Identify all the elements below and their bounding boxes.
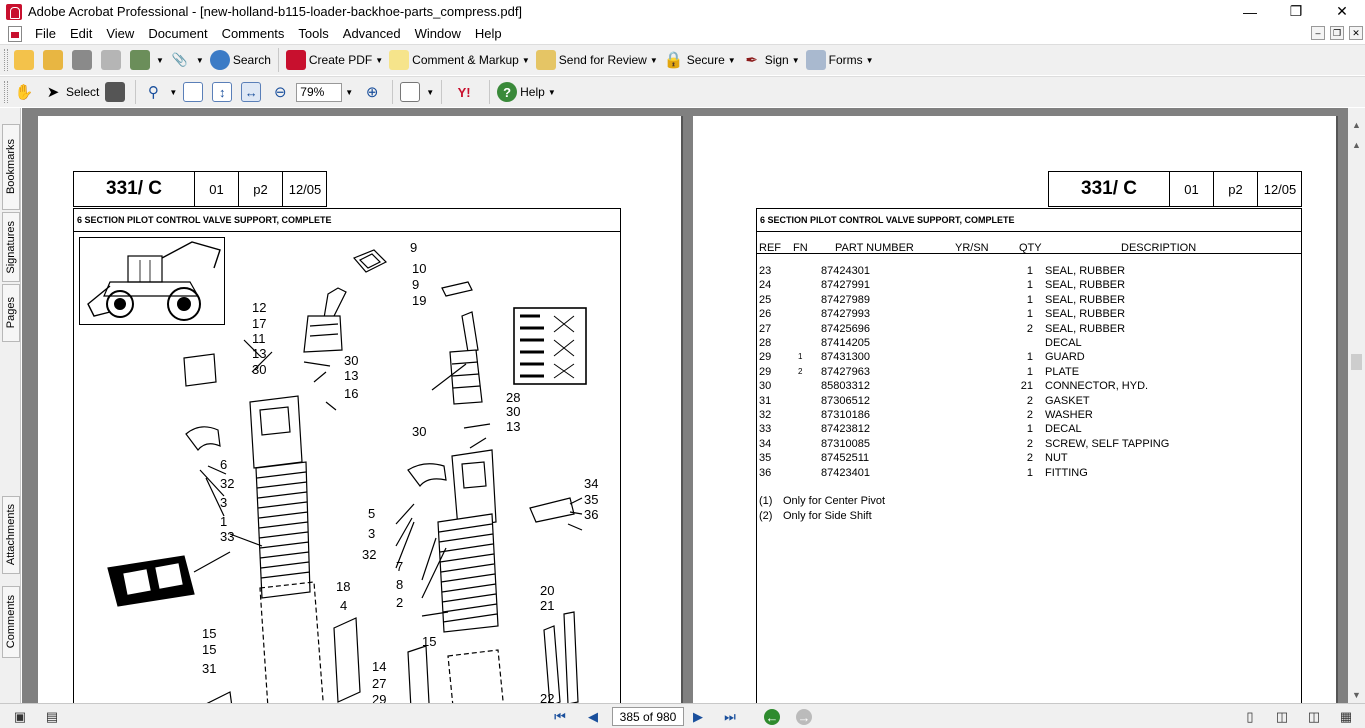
zoom-input[interactable] [296, 83, 342, 102]
menu-view[interactable]: View [106, 26, 135, 41]
next-page-button[interactable]: ▶ [693, 709, 703, 724]
tab-attachments-label: Attachments [5, 504, 17, 566]
cell-qty: 2 [1026, 394, 1033, 407]
footnote-text: Only for Center Pivot [783, 495, 886, 507]
callout-label: 6 [220, 457, 228, 472]
cell-part-number: 87414205 [821, 337, 870, 349]
footnote-text: Only for Side Shift [783, 510, 872, 522]
callout-label: 3 [368, 526, 376, 541]
cell-qty: 21 [1020, 380, 1033, 393]
menu-tools[interactable]: Tools [298, 26, 329, 41]
cell-part-number: 87423401 [821, 466, 870, 479]
zoom-out-button[interactable] [267, 80, 296, 104]
chevron-down-icon: ▼ [426, 87, 435, 97]
menu-comments[interactable]: Comments [221, 26, 285, 41]
cell-description: NUT [1045, 452, 1068, 465]
scrollbar-thumb[interactable] [1351, 354, 1362, 370]
parts-drawing [73, 231, 621, 703]
cell-qty: 1 [1026, 423, 1033, 436]
menu-advanced[interactable]: Advanced [342, 26, 401, 41]
toolbar-separator [392, 80, 393, 104]
cell-ref: 29 [759, 365, 772, 378]
go-forward-button[interactable]: → [797, 709, 811, 725]
cell-part-number: 87306512 [821, 394, 870, 407]
cell-qty [1011, 336, 1033, 350]
callout-label: 8 [396, 577, 404, 592]
lock-icon: 🔒 [663, 52, 684, 69]
fit-page-icon: ↕ [212, 82, 232, 102]
create-pdf-icon [286, 50, 306, 70]
save-icon [72, 50, 92, 70]
cell-ref: 34 [759, 437, 772, 450]
help-label: Help [520, 85, 545, 99]
callout-label: 31 [202, 661, 217, 676]
header-sub: 01 [1170, 172, 1214, 206]
organizer-button[interactable] [40, 48, 69, 72]
go-back-button[interactable]: ← [765, 709, 779, 725]
page-layout-icon[interactable]: ▣ [13, 709, 27, 724]
column-ref: REF [759, 242, 781, 254]
cell-description: WASHER [1045, 409, 1093, 421]
menu-bar [0, 23, 1365, 44]
callout-label: 13 [252, 346, 267, 361]
tab-comments-label: Comments [5, 595, 17, 649]
column-description: DESCRIPTION [1121, 242, 1197, 254]
select-label: Select [66, 85, 100, 99]
printer-icon [101, 50, 121, 70]
cell-part-number: 87424301 [821, 265, 870, 277]
help-icon: ? [497, 82, 517, 102]
open-button[interactable] [11, 48, 40, 72]
actual-size-button[interactable] [180, 80, 209, 104]
cell-ref: 33 [759, 423, 772, 436]
toolbar-separator [489, 80, 490, 104]
options-icon[interactable]: ▤ [45, 709, 59, 724]
cursor-icon: ➤ [46, 84, 60, 101]
cell-ref: 35 [759, 452, 772, 465]
cell-description: PLATE [1045, 365, 1080, 378]
zoom-in-button[interactable] [359, 80, 388, 104]
cell-qty: 1 [1026, 279, 1033, 292]
attach-button[interactable] [167, 48, 207, 72]
cell-part-number: 87427991 [821, 279, 870, 292]
comment-icon [389, 50, 409, 70]
cell-description: SEAL, RUBBER [1045, 265, 1126, 277]
callout-label: 7 [396, 559, 404, 574]
window-title: Adobe Acrobat Professional - [new-holland-b115-loader-backhoe-parts_compress.pdf] [28, 4, 523, 19]
restore-button[interactable]: ❐ [1289, 3, 1303, 19]
cell-description: SCREW, SELF TAPPING [1045, 437, 1170, 450]
toolbar-grip[interactable] [4, 81, 8, 103]
cell-qty: 1 [1026, 293, 1033, 306]
last-page-button[interactable]: ⏭ [724, 709, 736, 724]
chevron-down-icon: ▼ [375, 55, 384, 65]
cell-qty: 1 [1026, 466, 1033, 479]
hand-icon: ✋ [14, 84, 34, 101]
forms-icon [806, 50, 826, 70]
print-button[interactable] [98, 48, 127, 72]
header-group: 331/ C [74, 172, 195, 206]
secure-label: Secure [686, 53, 725, 67]
fit-width-icon: ↔ [241, 82, 261, 102]
save-button[interactable] [69, 48, 98, 72]
chevron-down-icon: ▼ [649, 55, 658, 65]
callout-label: 22 [540, 691, 555, 703]
previous-page-button[interactable]: ◀ [588, 709, 598, 724]
tab-attachments[interactable] [2, 496, 20, 574]
secure-button[interactable] [661, 48, 739, 72]
callout-label: 36 [584, 507, 599, 522]
callout-label: 33 [220, 529, 235, 544]
callout-label: 21 [540, 598, 555, 613]
tab-pages[interactable] [2, 284, 20, 342]
doc-minimize-button[interactable]: – [1311, 26, 1325, 40]
facing-view-icon[interactable]: ◫ [1307, 709, 1321, 724]
callout-label: 30 [412, 424, 427, 439]
cell-qty: 1 [1026, 265, 1033, 277]
callout-label: 29 [372, 692, 387, 703]
left-bellows [256, 462, 310, 598]
menu-window[interactable]: Window [414, 26, 461, 41]
page-header [73, 171, 327, 207]
column-fn: FN [793, 242, 808, 254]
callout-label: 9 [412, 277, 420, 292]
minimize-button[interactable]: — [1243, 3, 1257, 20]
header-date: 12/05 [288, 181, 322, 197]
paperclip-icon: 📎 [171, 52, 189, 67]
title-bar [0, 0, 1365, 23]
snapshot-button[interactable] [102, 80, 131, 104]
cell-ref: 29 [759, 351, 772, 364]
column-qty: QTY [1019, 242, 1042, 254]
header-page: p2 [1214, 172, 1258, 206]
zoom-tool-button[interactable] [140, 80, 180, 104]
hand-tool-button[interactable] [11, 80, 40, 104]
callout-label: 19 [412, 293, 427, 308]
section-title: 6 SECTION PILOT CONTROL VALVE SUPPORT, COMPLETE [756, 208, 1302, 232]
toolbar-separator [278, 48, 279, 72]
toolbar-separator [135, 80, 136, 104]
cell-qty: 2 [1026, 437, 1033, 450]
callout-label: 9 [410, 240, 418, 255]
menu-document[interactable]: Document [148, 26, 208, 41]
callout-label: 18 [336, 579, 351, 594]
callout-label: 14 [372, 659, 387, 674]
chevron-down-icon: ▼ [156, 55, 164, 65]
comment-markup-label: Comment & Markup [412, 53, 519, 67]
callout-label: 16 [344, 386, 359, 401]
callout-label: 12 [252, 300, 267, 315]
exploded-view-illustration [74, 232, 622, 703]
email-icon [130, 50, 150, 70]
header-date: 12/05 [1263, 181, 1297, 197]
cell-ref: 36 [759, 466, 772, 479]
cell-description: CONNECTOR, HYD. [1045, 380, 1149, 393]
cell-qty: 1 [1026, 308, 1033, 321]
cell-qty: 1 [1026, 351, 1033, 364]
scroll-down-icon[interactable]: ▼ [1352, 690, 1361, 700]
column-yr-sn: YR/SN [955, 242, 989, 254]
chevron-down-icon: ▼ [195, 55, 204, 65]
vertical-scrollbar[interactable] [1348, 108, 1365, 703]
callout-label: 17 [252, 316, 267, 331]
cell-ref: 28 [759, 337, 772, 349]
cell-description: DECAL [1045, 423, 1082, 436]
first-page-button[interactable]: ⏮ [554, 709, 566, 724]
navigation-panel [0, 108, 21, 703]
send-review-label: Send for Review [558, 53, 647, 67]
cell-description: DECAL [1045, 337, 1082, 349]
single-page-view-icon[interactable]: ▯ [1246, 709, 1254, 724]
callout-label: 32 [220, 476, 235, 491]
cell-ref: 30 [759, 380, 772, 393]
callout-label: 4 [340, 598, 348, 613]
continuous-facing-view-icon[interactable]: ▦ [1339, 709, 1353, 724]
forms-label: Forms [828, 53, 863, 67]
cell-part-number: 87452511 [821, 452, 870, 465]
callout-label: 10 [412, 261, 427, 276]
callout-label: 3 [220, 495, 228, 510]
callout-label: 2 [396, 595, 404, 610]
column-part-number: PART NUMBER [835, 242, 914, 254]
cell-qty: 2 [1026, 409, 1033, 421]
cell-description: SEAL, RUBBER [1045, 322, 1126, 335]
forms-button[interactable] [803, 48, 877, 72]
menu-help[interactable]: Help [474, 26, 502, 41]
callout-label: 13 [344, 368, 359, 383]
scroll-up-icon[interactable]: ▲ [1352, 120, 1361, 130]
cell-part-number: 87427963 [821, 365, 870, 378]
cell-ref: 23 [759, 265, 772, 277]
document-viewer[interactable] [22, 108, 1348, 703]
zoom-in-icon: ⊕ [365, 84, 379, 101]
cell-description: FITTING [1045, 466, 1088, 479]
cell-fn: 2 [798, 366, 803, 376]
sign-label: Sign [764, 53, 789, 67]
tab-pages-label: Pages [5, 297, 17, 329]
callout-label: 15 [202, 626, 217, 641]
section-title: 6 SECTION PILOT CONTROL VALVE SUPPORT, COMPLETE [73, 208, 621, 232]
pen-icon: ✒ [745, 52, 758, 69]
cell-fn: 1 [798, 352, 803, 362]
callout-label: 30 [252, 362, 267, 377]
send-review-button[interactable] [533, 48, 661, 72]
file-toolbar [0, 44, 1365, 75]
menu-file[interactable]: File [35, 26, 56, 41]
cell-part-number: 85803312 [821, 380, 870, 393]
zoom-out-icon: ⊖ [273, 84, 287, 101]
email-button[interactable] [127, 48, 167, 72]
chevron-down-icon: ▼ [547, 87, 556, 97]
close-button[interactable]: ✕ [1336, 3, 1348, 19]
callout-label: 5 [368, 506, 376, 521]
footnote-num: (2) [759, 510, 773, 522]
rotate-button[interactable] [397, 80, 437, 104]
cell-description: SEAL, RUBBER [1045, 293, 1126, 306]
callout-label: 28 [506, 390, 521, 405]
chevron-down-icon: ▼ [521, 55, 530, 65]
cell-ref: 27 [759, 322, 772, 335]
status-bar [0, 703, 1365, 728]
fit-width-button[interactable] [238, 80, 267, 104]
callout-label: 15 [202, 642, 217, 657]
cell-ref: 24 [759, 279, 772, 292]
tab-comments[interactable] [2, 586, 20, 658]
yahoo-icon: Y! [457, 84, 471, 100]
select-tool-button[interactable] [40, 80, 102, 104]
page-number-field[interactable] [612, 707, 684, 726]
menu-edit[interactable]: Edit [69, 26, 93, 41]
cell-description: SEAL, RUBBER [1045, 279, 1126, 292]
header-group: 331/ C [1049, 172, 1170, 206]
header-sub: 01 [195, 172, 239, 206]
view-toolbar [0, 76, 1365, 107]
cell-ref: 32 [759, 409, 772, 421]
cell-part-number: 87310186 [821, 409, 870, 421]
folder-open-icon [14, 50, 34, 70]
cell-ref: 25 [759, 293, 772, 306]
zoom-dropdown-icon[interactable]: ▼ [345, 87, 354, 97]
continuous-view-icon[interactable]: ◫ [1275, 709, 1289, 724]
cell-part-number: 87310085 [821, 437, 870, 450]
tab-signatures-label: Signatures [5, 220, 17, 274]
chevron-down-icon: ▼ [727, 55, 736, 65]
cell-description: GASKET [1045, 394, 1090, 407]
page-header [1048, 171, 1302, 207]
camera-icon [105, 82, 125, 102]
cell-part-number: 87423812 [821, 423, 870, 436]
callout-label: 32 [362, 547, 377, 562]
doc-close-button[interactable]: ✕ [1349, 26, 1363, 40]
callout-label: 1 [220, 514, 228, 529]
search-button[interactable] [207, 48, 274, 72]
callout-label: 13 [506, 419, 521, 434]
send-review-icon [536, 50, 556, 70]
cell-description: SEAL, RUBBER [1045, 308, 1126, 321]
cell-qty: 2 [1026, 452, 1033, 465]
callout-label: 20 [540, 583, 555, 598]
rotate-page-icon [400, 82, 420, 102]
header-page: p2 [239, 172, 283, 206]
chevron-down-icon: ▼ [169, 87, 178, 97]
callout-label: 30 [344, 353, 359, 368]
cell-description: GUARD [1045, 351, 1085, 364]
fit-page-button[interactable] [209, 80, 238, 104]
toolbar-separator [441, 80, 442, 104]
comment-markup-button[interactable] [386, 48, 533, 72]
organizer-icon [43, 50, 63, 70]
yahoo-button[interactable] [446, 80, 485, 104]
cell-part-number: 87427989 [821, 293, 870, 306]
doc-restore-button[interactable]: ❐ [1330, 26, 1344, 40]
callout-label: 11 [252, 331, 266, 346]
callout-label: 30 [506, 404, 521, 419]
help-button[interactable] [494, 80, 559, 104]
tab-signatures[interactable] [2, 212, 20, 282]
cell-ref: 31 [759, 394, 772, 407]
cell-part-number: 87425696 [821, 322, 870, 335]
cell-part-number: 87431300 [821, 351, 870, 364]
cell-ref: 26 [759, 308, 772, 321]
page-icon [183, 82, 203, 102]
acrobat-app-icon [6, 4, 22, 20]
chevron-down-icon: ▼ [865, 55, 874, 65]
pdf-page-right [693, 116, 1338, 703]
tab-bookmarks-label: Bookmarks [5, 139, 17, 195]
create-pdf-button[interactable] [283, 48, 386, 72]
chevron-down-icon: ▼ [791, 55, 800, 65]
search-label: Search [232, 53, 271, 67]
footnote-num: (1) [759, 495, 773, 507]
sign-button[interactable] [739, 48, 803, 72]
callout-label: 35 [584, 492, 599, 507]
cell-part-number: 87427993 [821, 308, 870, 321]
create-pdf-label: Create PDF [308, 53, 373, 67]
callout-label: 27 [372, 676, 387, 691]
magnifier-icon: ⚲ [147, 84, 159, 101]
document-icon[interactable] [8, 26, 22, 42]
callout-label: 15 [422, 634, 437, 649]
scroll-page-up-icon[interactable]: ▲ [1352, 140, 1361, 150]
cell-qty: 2 [1026, 322, 1033, 335]
toolbar-grip[interactable] [4, 49, 8, 71]
callout-label: 34 [584, 476, 599, 491]
cell-qty: 1 [1026, 365, 1033, 378]
pdf-page-left [38, 116, 683, 703]
search-icon [210, 50, 230, 70]
tab-bookmarks[interactable] [2, 124, 20, 210]
